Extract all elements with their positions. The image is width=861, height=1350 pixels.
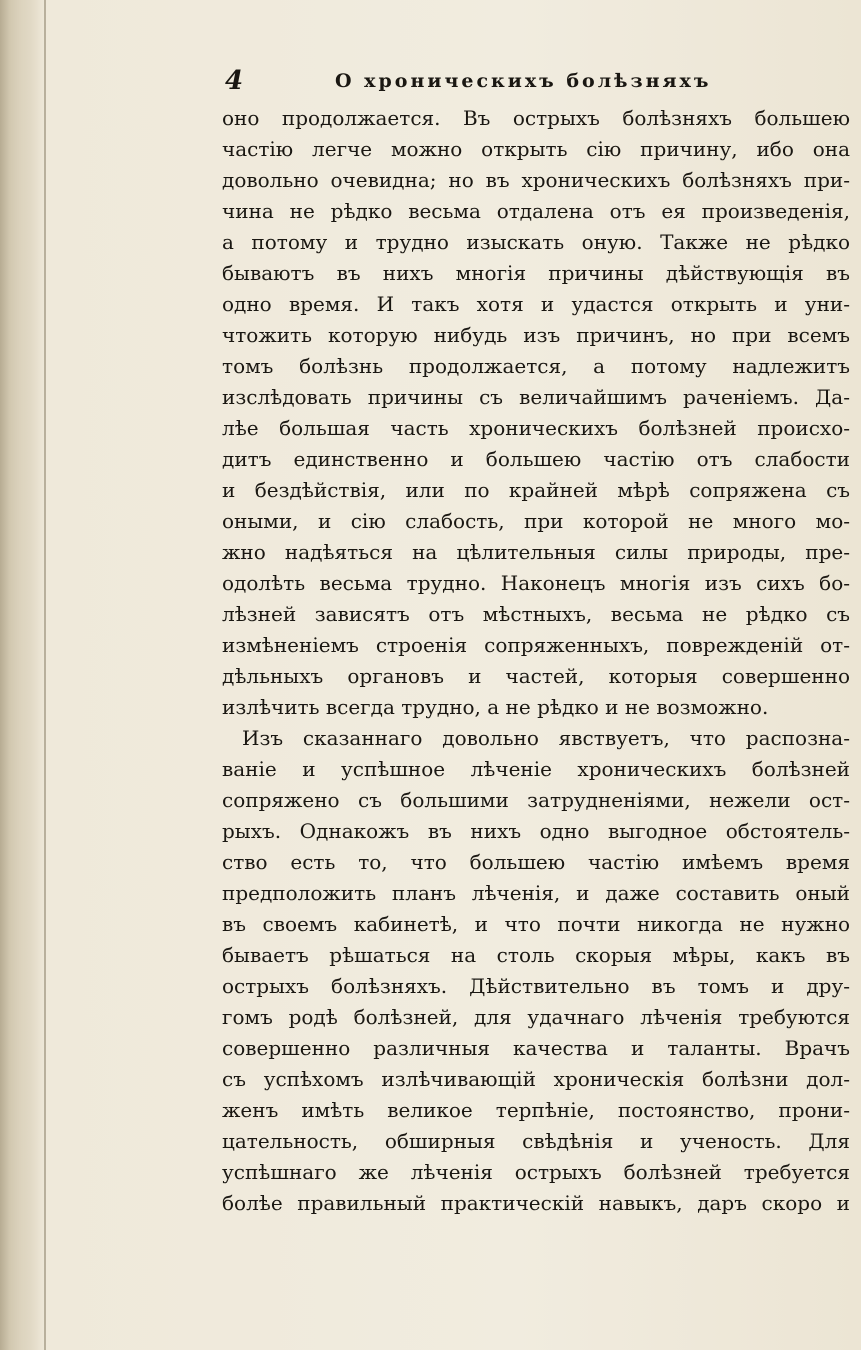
text-line: чина не рѣдко весьма отдалена отъ ея произведенія, xyxy=(222,199,850,223)
text-line: лѣе большая часть хроническихъ болѣзней происхо- xyxy=(222,416,850,440)
text-line: гомъ родѣ болѣзней, для удачнаго лѣченія требуются xyxy=(222,1005,850,1029)
text-line: острыхъ болѣзняхъ. Дѣйствительно въ томъ и дру- xyxy=(222,974,850,998)
text-line: бываетъ рѣшаться на столь скорыя мѣры, какъ въ xyxy=(222,943,850,967)
text-line: томъ болѣзнь продолжается, а потому надлежитъ xyxy=(222,354,850,378)
text-line: и бездѣйствія, или по крайней мѣрѣ сопряжена съ xyxy=(222,478,850,502)
text-line: а потому и трудно изыскать оную. Также не рѣдко xyxy=(222,230,850,254)
text-line: изслѣдовать причины съ величайшимъ раченіемъ. Да- xyxy=(222,385,850,409)
text-line: дѣльныхъ органовъ и частей, которыя совершенно xyxy=(222,664,850,688)
text-line: съ успѣхомъ излѣчивающій хроническія болѣзни дол- xyxy=(222,1067,850,1091)
text-line: излѣчить всегда трудно, а не рѣдко и не возможно. xyxy=(222,695,769,719)
binding-edge xyxy=(44,0,46,1350)
text-line: болѣе правильный практическій навыкъ, даръ скоро и xyxy=(222,1191,850,1215)
page-number: 4 xyxy=(225,66,245,96)
text-line: оными, и сію слабость, при которой не много мо- xyxy=(222,509,850,533)
text-line: бываютъ въ нихъ многія причины дѣйствующія въ xyxy=(222,261,850,285)
text-line: въ своемъ кабинетѣ, и что почти никогда не нужно xyxy=(222,912,850,936)
text-line: Изъ сказаннаго довольно явствуетъ, что распозна- xyxy=(242,726,850,750)
page-header xyxy=(225,66,845,102)
text-line: успѣшнаго же лѣченія острыхъ болѣзней требуется xyxy=(222,1160,850,1184)
text-line: ваніе и успѣшное лѣченіе хроническихъ болѣзней xyxy=(222,757,850,781)
text-line: частію легче можно открыть сію причину, ибо она xyxy=(222,137,850,161)
text-line: измѣненіемъ строенія сопряженныхъ, поврежденій от- xyxy=(222,633,850,657)
text-line: сопряжено съ большими затрудненіями, нежели ост- xyxy=(222,788,850,812)
text-line: женъ имѣть великое терпѣніе, постоянство, прони- xyxy=(222,1098,850,1122)
text-line: оно продолжается. Въ острыхъ болѣзняхъ большею xyxy=(222,106,850,130)
text-line: жно надѣяться на цѣлительныя силы природы, пре- xyxy=(222,540,850,564)
text-line: одно время. И такъ хотя и удастся открыть и уни- xyxy=(222,292,850,316)
text-line: совершенно различныя качества и таланты. Врачъ xyxy=(222,1036,850,1060)
running-title: О хроническихъ болѣзняхъ xyxy=(335,70,712,92)
text-line: дитъ единственно и большею частію отъ слабости xyxy=(222,447,850,471)
paragraph-1 xyxy=(222,103,850,723)
page-gutter-shadow xyxy=(0,0,46,1350)
text-line: одолѣть весьма трудно. Наконецъ многія изъ сихъ бо- xyxy=(222,571,850,595)
paragraph-2 xyxy=(222,723,850,1219)
text-line: чтожить которую нибудь изъ причинъ, но при всемъ xyxy=(222,323,850,347)
text-line: цательность, обширныя свѣдѣнія и ученость. Для xyxy=(222,1129,850,1153)
text-line: лѣзней зависятъ отъ мѣстныхъ, весьма не рѣдко съ xyxy=(222,602,850,626)
text-line: предположить планъ лѣченія, и даже составить оный xyxy=(222,881,850,905)
text-line: ство есть то, что большею частію имѣемъ время xyxy=(222,850,850,874)
text-line: довольно очевидна; но въ хроническихъ болѣзняхъ при- xyxy=(222,168,850,192)
text-line: рыхъ. Однакожъ въ нихъ одно выгодное обстоятель- xyxy=(222,819,850,843)
body-text xyxy=(222,103,850,1219)
